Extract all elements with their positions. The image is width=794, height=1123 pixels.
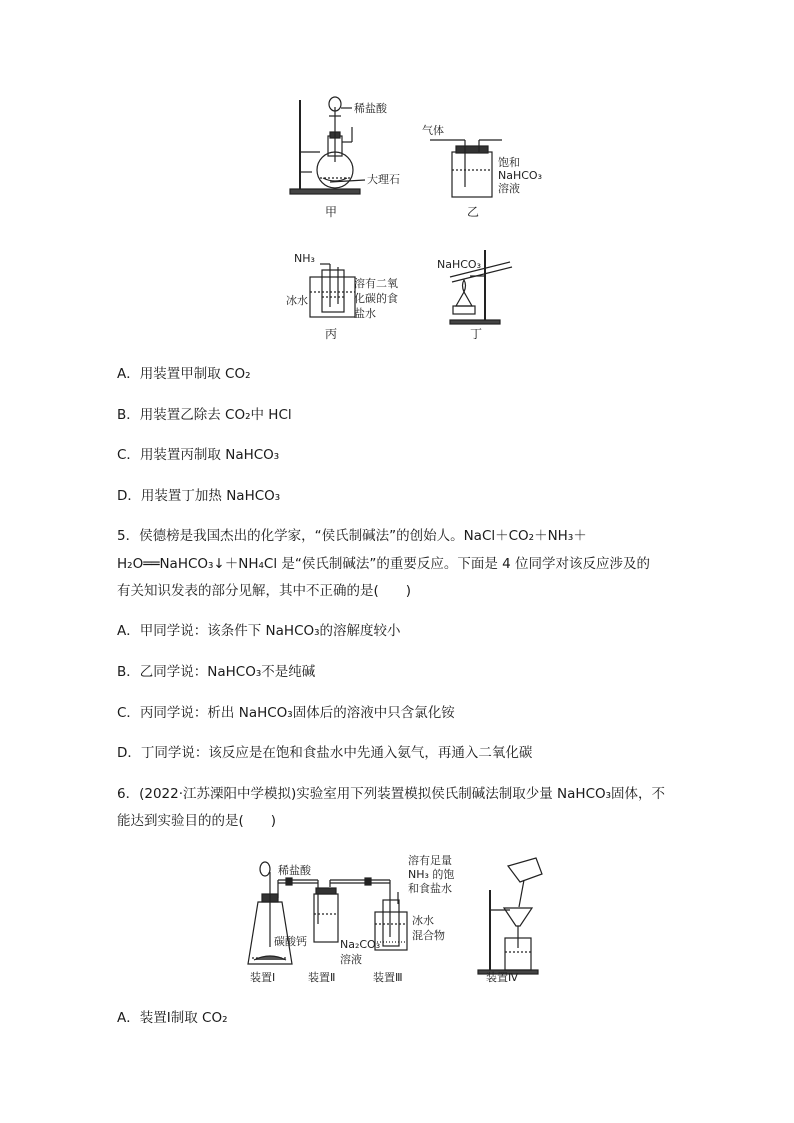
q4-option-b: [117, 405, 292, 425]
option-letter: C．: [117, 447, 140, 463]
yi-sol-line2: NaHCO₃: [498, 169, 542, 182]
fig2-caption-1: 装置Ⅰ: [250, 971, 276, 984]
q6-option-a: [117, 1008, 228, 1028]
q5-option-a: [117, 621, 401, 641]
fig2-na2co3-line1: Na₂CO₃: [340, 938, 381, 951]
q5-stem-line2: H₂O══NaHCO₃↓＋NH₄Cl 是“侯氏制碱法”的重要反应。下面是 4 位同学对该反应涉及的: [117, 556, 651, 572]
option-letter: B．: [117, 664, 140, 680]
bing-caption: 丙: [325, 327, 338, 341]
option-letter: B．: [117, 407, 140, 423]
fig2-na2co3-line2: 溶液: [340, 953, 362, 966]
q5-stem-line3: 有关知识发表的部分见解，其中不正确的是( ): [117, 583, 412, 599]
bing-sol-line2: 化碳的食: [354, 292, 398, 305]
yi-sol-line1: 饱和: [498, 156, 520, 169]
fig2-caption-3: 装置Ⅲ: [373, 971, 403, 984]
fig2-solid-label: 碳酸钙: [274, 935, 307, 948]
bing-sol-line3: 盐水: [354, 307, 376, 320]
fig2-ice-line2: 混合物: [412, 929, 445, 942]
yi-gas-label: 气体: [422, 124, 444, 137]
yi-caption: 乙: [467, 205, 480, 219]
fig2-caption-2: 装置Ⅱ: [308, 971, 336, 984]
fig2-sat-line1: 溶有足量: [408, 854, 452, 867]
option-text: 丁同学说：该反应是在饱和食盐水中先通入氨气，再通入二氧化碳: [140, 745, 533, 761]
connecting-tubes: [278, 878, 390, 937]
option-text: 装置Ⅰ制取 CO₂: [139, 1010, 228, 1026]
option-text: 用装置乙除去 CO₂中 HCl: [139, 407, 292, 423]
device-1-flask: [248, 862, 292, 964]
q5-option-b: [117, 662, 315, 682]
q5-option-d: [117, 743, 532, 763]
jia-acid-label: 稀盐酸: [354, 102, 387, 115]
fig2-acid-label: 稀盐酸: [278, 864, 311, 877]
option-text: 用装置丁加热 NaHCO₃: [140, 488, 281, 504]
q4-option-c: [117, 445, 279, 465]
option-letter: A．: [117, 623, 140, 639]
device-4-filtration: [478, 858, 542, 974]
q6-stem-line2: 能达到实验目的的是( ): [117, 813, 277, 829]
fig2-ice-line1: 冰水: [412, 914, 434, 927]
bing-ice-label: 冰水: [286, 294, 308, 307]
option-text: 用装置丙制取 NaHCO₃: [139, 447, 280, 463]
yi-sol-line3: 溶液: [498, 182, 520, 195]
option-letter: C．: [117, 705, 140, 721]
apparatus-yi: [430, 140, 502, 197]
ding-reagent-label: NaHCO₃: [437, 258, 481, 271]
bing-nh3-label: NH₃: [294, 252, 315, 265]
option-text: 乙同学说：NaHCO₃不是纯碱: [139, 664, 316, 680]
q4-option-d: [117, 486, 280, 506]
option-letter: A．: [117, 366, 140, 382]
q5-stem-line1: 5．侯德榜是我国杰出的化学家，“侯氏制碱法”的创始人。NaCl＋CO₂＋NH₃＋: [117, 528, 587, 544]
jia-caption: 甲: [325, 205, 338, 219]
option-letter: D．: [117, 745, 141, 761]
option-text: 甲同学说：该条件下 NaHCO₃的溶解度较小: [139, 623, 401, 639]
figure-apparatus-set-1: [270, 92, 550, 344]
fig2-sat-line2: NH₃ 的饱: [408, 868, 455, 881]
bing-sol-line1: 溶有二氧: [354, 277, 398, 290]
option-letter: A．: [117, 1010, 140, 1026]
option-text: 用装置甲制取 CO₂: [139, 366, 251, 382]
fig2-sat-line3: 和食盐水: [408, 882, 452, 895]
q5-option-c: [117, 703, 455, 723]
q4-option-a: [117, 364, 251, 384]
fig2-caption-4: 装置Ⅳ: [486, 971, 519, 984]
option-text: 丙同学说：析出 NaHCO₃固体后的溶液中只含氯化铵: [139, 705, 455, 721]
apparatus-bing: [310, 264, 355, 317]
figure-apparatus-set-2: [240, 852, 560, 987]
ding-caption: 丁: [470, 327, 483, 341]
option-letter: D．: [117, 488, 141, 504]
jia-solid-label: 大理石: [367, 173, 400, 186]
q6-stem-line1: 6．(2022·江苏溧阳中学模拟)实验室用下列装置模拟侯氏制碱法制取少量 NaHCO₃固体，不: [117, 786, 666, 802]
